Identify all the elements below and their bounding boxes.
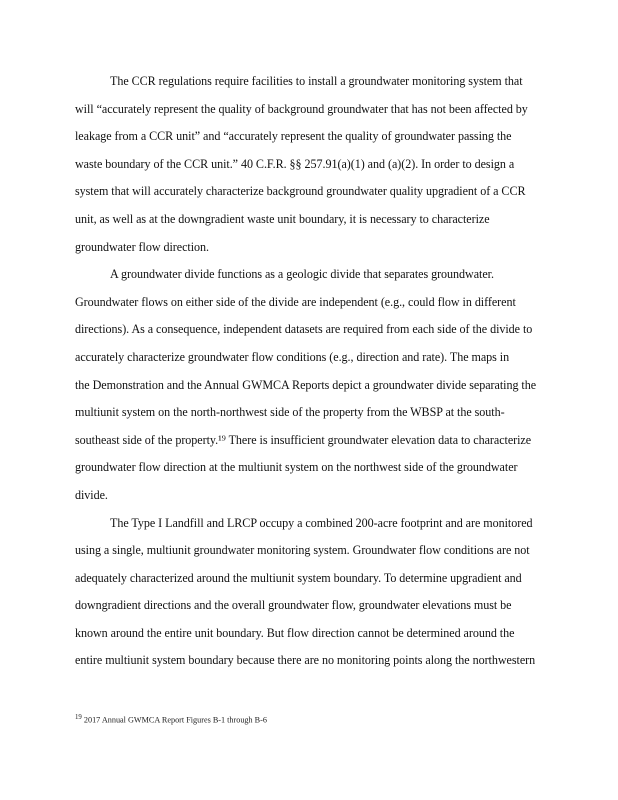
text-line: adequately characterized around the multiunit system boundary. To determine upgradient and — [75, 570, 522, 585]
paragraph-ccr-regulations — [75, 68, 590, 261]
text-line: waste boundary of the CCR unit.” 40 C.F.R. §§ 257.91(a)(1) and (a)(2). In order to design a — [75, 156, 515, 171]
text-line: downgradient directions and the overall groundwater flow, groundwater elevations must be — [75, 598, 512, 613]
text-line: will “accurately represent the quality of background groundwater that has not been affected by — [75, 101, 528, 116]
text-line: multiunit system on the north-northwest side of the property from the WBSP at the south- — [75, 405, 505, 420]
text-line: divide. — [75, 487, 108, 502]
text-line: accurately characterize groundwater flow conditions (e.g., direction and rate). The maps in — [75, 349, 510, 364]
text-line: The Type I Landfill and LRCP occupy a combined 200-acre footprint and are monitored — [110, 515, 533, 530]
paragraph-groundwater-divide — [75, 261, 590, 509]
footnote-text: 2017 Annual GWMCA Report Figures B-1 through B-6 — [83, 715, 267, 725]
text-line: system that will accurately characterize background groundwater quality upgradient of a CCR — [75, 184, 526, 199]
body-text — [75, 68, 590, 675]
text-line: groundwater flow direction. — [75, 239, 209, 254]
footnote-marker: 19 — [75, 714, 82, 721]
footnote — [75, 712, 267, 727]
text-line: leakage from a CCR unit” and “accurately represent the quality of groundwater passing the — [75, 129, 512, 144]
text-line: The CCR regulations require facilities to install a groundwater monitoring system that — [110, 74, 523, 88]
text-line: unit, as well as at the downgradient waste unit boundary, it is necessary to characterize — [75, 211, 490, 226]
text-line: known around the entire unit boundary. But flow direction cannot be determined around the — [75, 625, 515, 640]
text-line: A groundwater divide functions as a geologic divide that separates groundwater. — [110, 267, 494, 282]
text-line: using a single, multiunit groundwater monitoring system. Groundwater flow conditions are not — [75, 543, 530, 558]
text-line: Groundwater flows on either side of the divide are independent (e.g., could flow in different — [75, 294, 516, 309]
text-line: the Demonstration and the Annual GWMCA Reports depict a groundwater divide separating the — [75, 377, 537, 392]
paragraph-type-i-landfill — [75, 510, 590, 676]
text-line: directions). As a consequence, independent datasets are required from each side of the divide to — [75, 322, 533, 337]
text-line: entire multiunit system boundary because there are no monitoring points along the northwestern — [75, 653, 536, 668]
text-line: groundwater flow direction at the multiunit system on the northwest side of the groundwater — [75, 460, 518, 475]
text-line: southeast side of the property.¹⁹ There is insufficient groundwater elevation data to characterize — [75, 432, 532, 447]
